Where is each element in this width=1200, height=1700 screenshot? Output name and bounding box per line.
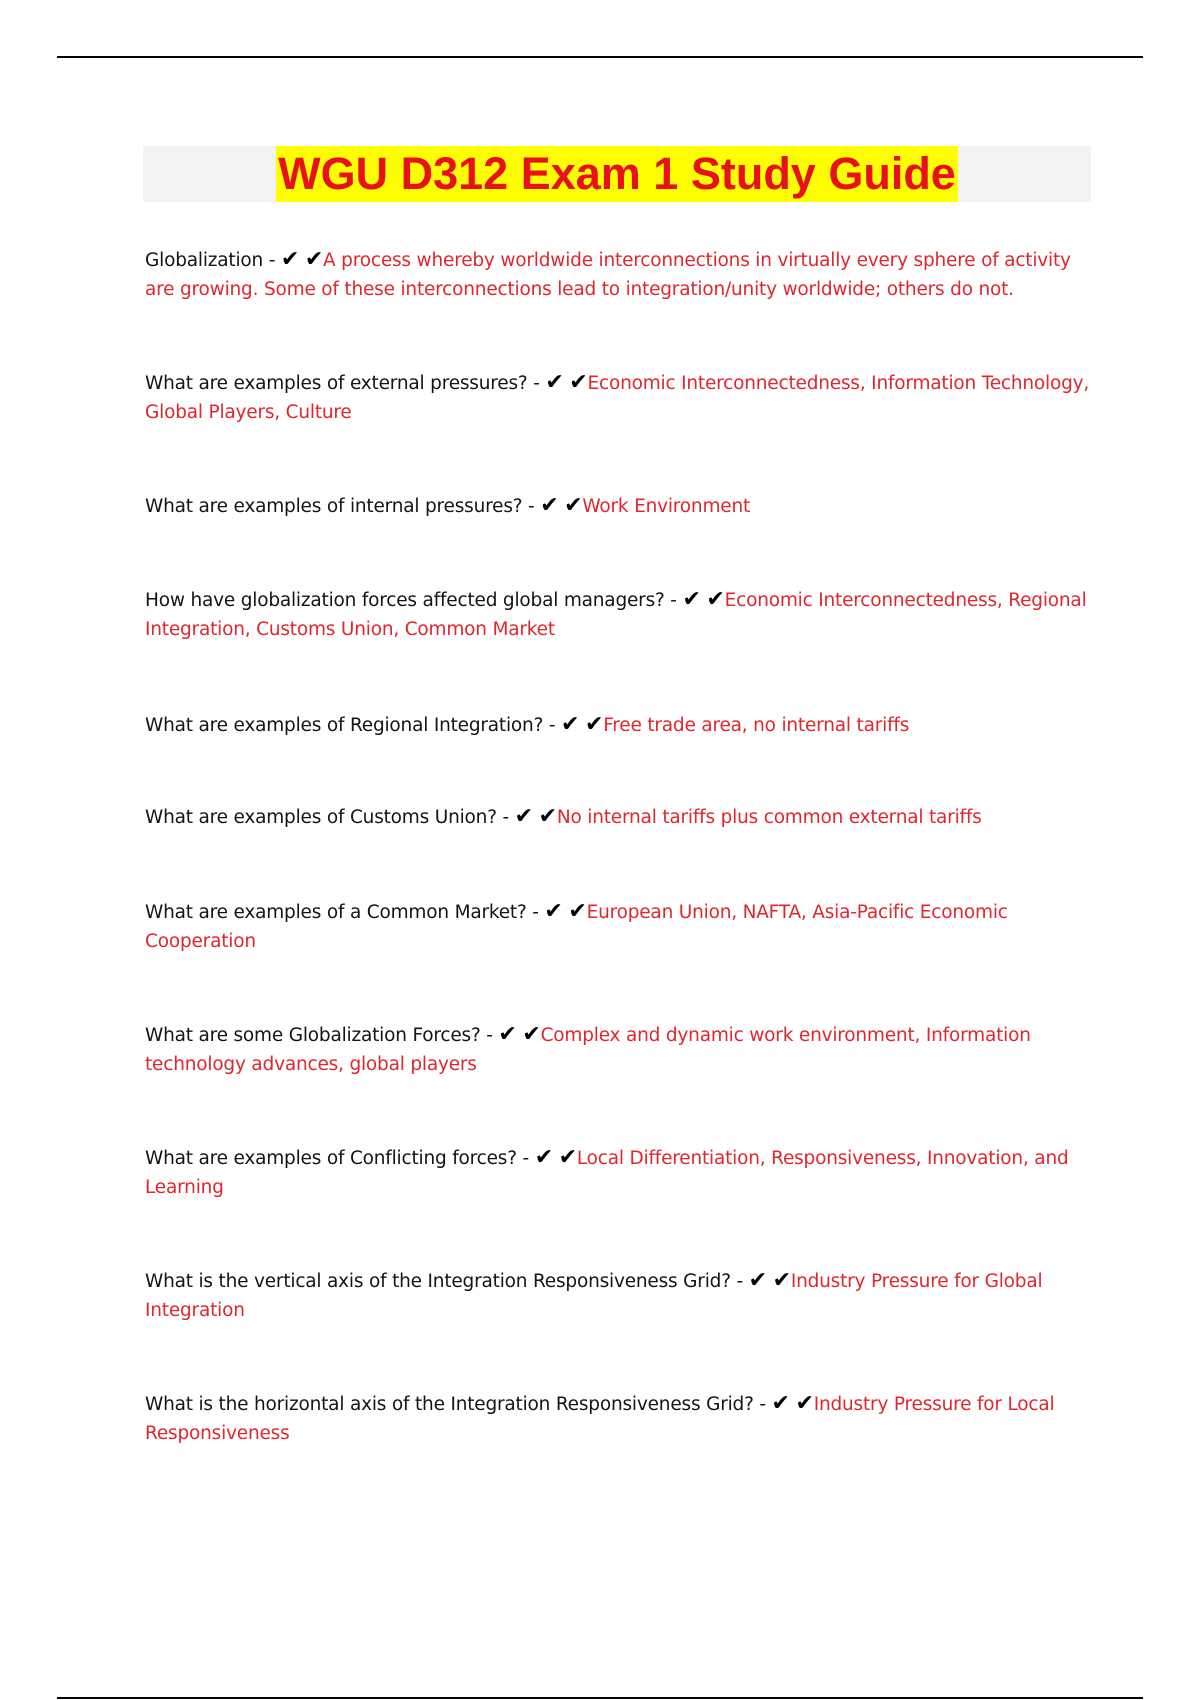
- check-icon: ✔: [498, 1022, 517, 1047]
- check-icon: ✔: [795, 1391, 814, 1416]
- check-icon: ✔: [522, 1022, 541, 1047]
- question-text: What are examples of Conflicting forces? -: [145, 1148, 535, 1169]
- title-band: [143, 146, 1091, 202]
- check-icon: ✔: [540, 493, 559, 518]
- qa-item-external-pressures: [145, 369, 1095, 427]
- check-icon: ✔: [771, 1391, 790, 1416]
- question-text: Globalization -: [145, 250, 281, 271]
- bottom-rule: [57, 1697, 1143, 1699]
- question-text: What is the horizontal axis of the Integration Responsiveness Grid? -: [145, 1394, 772, 1415]
- answer-text: Complex and dynamic work environment, Information technology advances, global players: [145, 1025, 1031, 1075]
- question-text: What are examples of external pressures? -: [145, 373, 546, 394]
- check-icon: ✔: [706, 587, 725, 612]
- question-text: What are examples of internal pressures? -: [145, 496, 541, 517]
- check-icon: ✔: [569, 370, 588, 395]
- answer-text: No internal tariffs plus common external tariffs: [556, 807, 982, 828]
- question-text: What is the vertical axis of the Integration Responsiveness Grid? -: [145, 1271, 749, 1292]
- question-text: What are some Globalization Forces? -: [145, 1025, 499, 1046]
- check-icon: ✔: [682, 587, 701, 612]
- check-icon: ✔: [514, 804, 533, 829]
- qa-item-customs-union: [145, 803, 1095, 832]
- check-icon: ✔: [545, 370, 564, 395]
- answer-text: Economic Interconnectedness, Regional Integration, Customs Union, Common Market: [145, 590, 1087, 640]
- qa-item-global-managers: [145, 586, 1095, 644]
- top-rule: [57, 56, 1143, 58]
- qa-item-common-market: [145, 898, 1095, 956]
- check-icon: ✔: [538, 804, 557, 829]
- qa-item-regional-integration: [145, 711, 1095, 740]
- answer-text: Local Differentiation, Responsiveness, Innovation, and Learning: [145, 1148, 1069, 1198]
- check-icon: ✔: [558, 1145, 577, 1170]
- qa-item-globalization: [145, 246, 1095, 304]
- qa-item-globalization-forces: [145, 1021, 1095, 1079]
- check-icon: ✔: [544, 899, 563, 924]
- question-text: What are examples of a Common Market? -: [145, 902, 545, 923]
- qa-item-vertical-axis: [145, 1267, 1095, 1325]
- qa-item-horizontal-axis: [145, 1390, 1095, 1448]
- question-text: How have globalization forces affected global managers? -: [145, 590, 683, 611]
- answer-text: Industry Pressure for Local Responsiveness: [145, 1394, 1055, 1444]
- question-text: What are examples of Regional Integration? -: [145, 715, 562, 736]
- check-icon: ✔: [568, 899, 587, 924]
- answer-text: Industry Pressure for Global Integration: [145, 1271, 1043, 1321]
- check-icon: ✔: [584, 712, 604, 737]
- check-icon: ✔: [534, 1145, 553, 1170]
- check-icon: ✔: [561, 712, 580, 737]
- check-icon: ✔: [280, 247, 300, 272]
- answer-text: Free trade area, no internal tariffs: [603, 715, 910, 736]
- answer-text: Work Environment: [582, 496, 751, 517]
- qa-item-conflicting-forces: [145, 1144, 1095, 1202]
- answer-text: European Union, NAFTA, Asia-Pacific Economic Cooperation: [145, 902, 1008, 952]
- check-icon: ✔: [772, 1268, 791, 1293]
- check-icon: ✔: [748, 1268, 767, 1293]
- answer-text: Economic Interconnectedness, Information Technology, Global Players, Culture: [145, 373, 1090, 423]
- check-icon: ✔: [564, 493, 583, 518]
- qa-item-internal-pressures: [145, 492, 1095, 521]
- question-text: What are examples of Customs Union? -: [145, 807, 515, 828]
- check-icon: ✔: [304, 247, 324, 272]
- answer-text: A process whereby worldwide interconnections in virtually every sphere of activity are growing. Some of these interconnections lead to integration/unity worldwide; others do not.: [145, 250, 1071, 300]
- page-title: WGU D312 Exam 1 Study Guide: [276, 146, 958, 202]
